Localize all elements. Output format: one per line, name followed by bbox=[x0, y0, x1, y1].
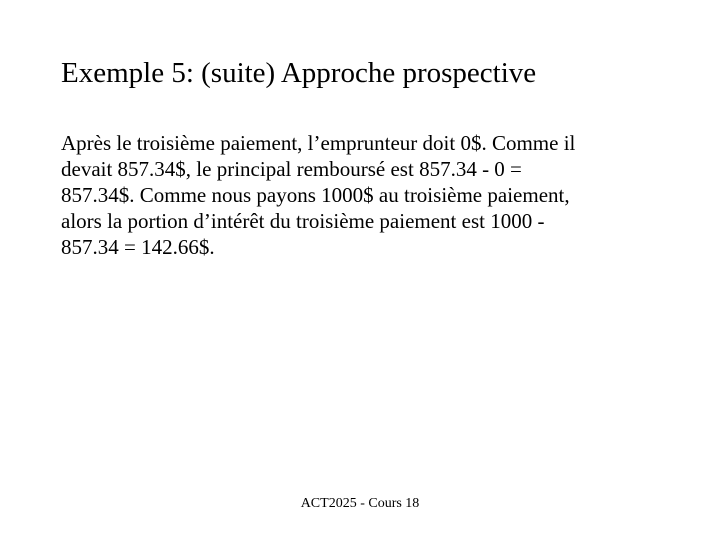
body-line: 857.34 = 142.66$. bbox=[61, 235, 215, 259]
slide-title: Exemple 5: (suite) Approche prospective bbox=[61, 57, 537, 89]
slide-body-paragraph bbox=[61, 130, 661, 260]
body-line: devait 857.34$, le principal remboursé est 857.34 - 0 = bbox=[61, 157, 522, 181]
body-line: Après le troisième paiement, l’emprunteur doit 0$. Comme il bbox=[61, 131, 576, 155]
body-line: alors la portion d’intérêt du troisième paiement est 1000 - bbox=[61, 209, 545, 233]
body-line: 857.34$. Comme nous payons 1000$ au troisième paiement, bbox=[61, 183, 570, 207]
slide-footer: ACT2025 - Cours 18 bbox=[300, 496, 420, 511]
